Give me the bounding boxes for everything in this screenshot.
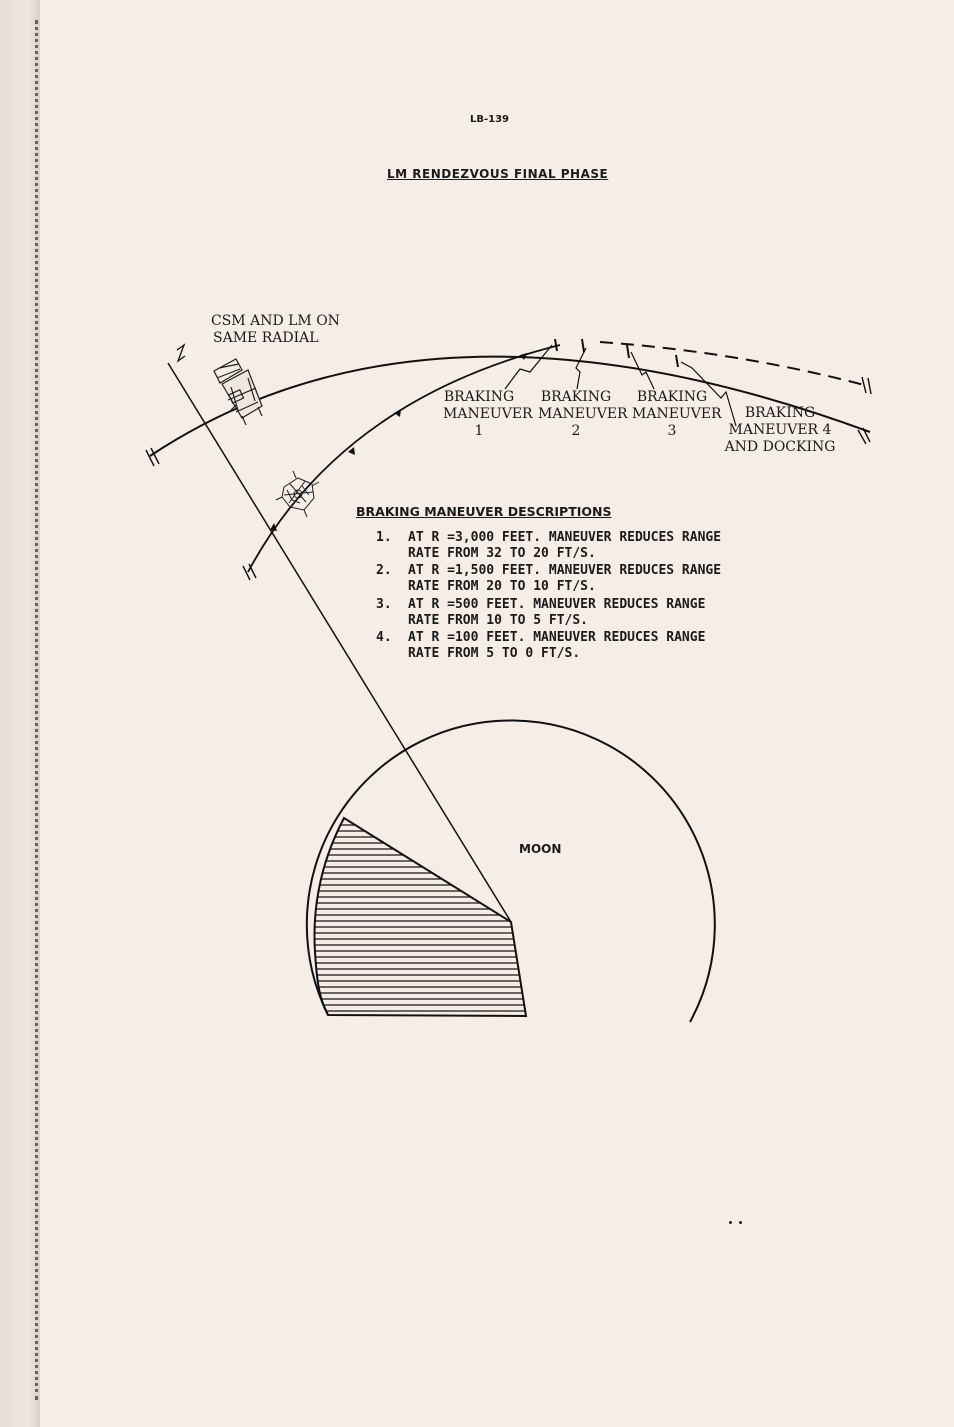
maneuver-label-3: BRAKING MANEUVER 3 (632, 389, 722, 439)
stray-mark (729, 1221, 732, 1224)
description-item-2: 2. AT R =1,500 FEET. MANEUVER REDUCES RANGE RATE FROM 20 TO 10 FT/S. (376, 563, 722, 594)
page-number: LB-139 (470, 114, 510, 125)
stray-mark (739, 1221, 742, 1224)
description-item-1: 1. AT R =3,000 FEET. MANEUVER REDUCES RANGE RATE FROM 32 TO 20 FT/S. (376, 530, 722, 561)
leader-maneuver-2 (576, 348, 586, 389)
description-item-3: 3. AT R =500 FEET. MANEUVER REDUCES RANGE RATE FROM 10 TO 5 FT/S. (376, 597, 706, 628)
csm-label-line1: CSM AND LM ON (211, 313, 340, 329)
leader-maneuver-1 (505, 345, 552, 389)
csm-label-line2: SAME RADIAL (213, 330, 319, 346)
maneuver-label-1: BRAKING MANEUVER 1 (443, 389, 533, 439)
description-item-4: 4. AT R =100 FEET. MANEUVER REDUCES RANGE RATE FROM 5 TO 0 FT/S. (376, 630, 706, 661)
radial-break-mark (177, 345, 185, 361)
lm-trajectory-break (243, 564, 256, 580)
maneuver-label-2: BRAKING MANEUVER 2 (538, 389, 628, 439)
descriptions-header: BRAKING MANEUVER DESCRIPTIONS (356, 504, 612, 519)
page-title: LM RENDEZVOUS FINAL PHASE (387, 167, 609, 181)
shaded-region (314, 818, 526, 1016)
maneuver-label-4: BRAKING MANEUVER 4 AND DOCKING (724, 405, 836, 455)
csm-lm-label (211, 313, 340, 347)
csm-orbit-dashed (600, 342, 868, 386)
lm-spacecraft-sketch (276, 471, 319, 517)
dashed-break-mark (862, 377, 871, 394)
moon-label: MOON (519, 842, 562, 856)
